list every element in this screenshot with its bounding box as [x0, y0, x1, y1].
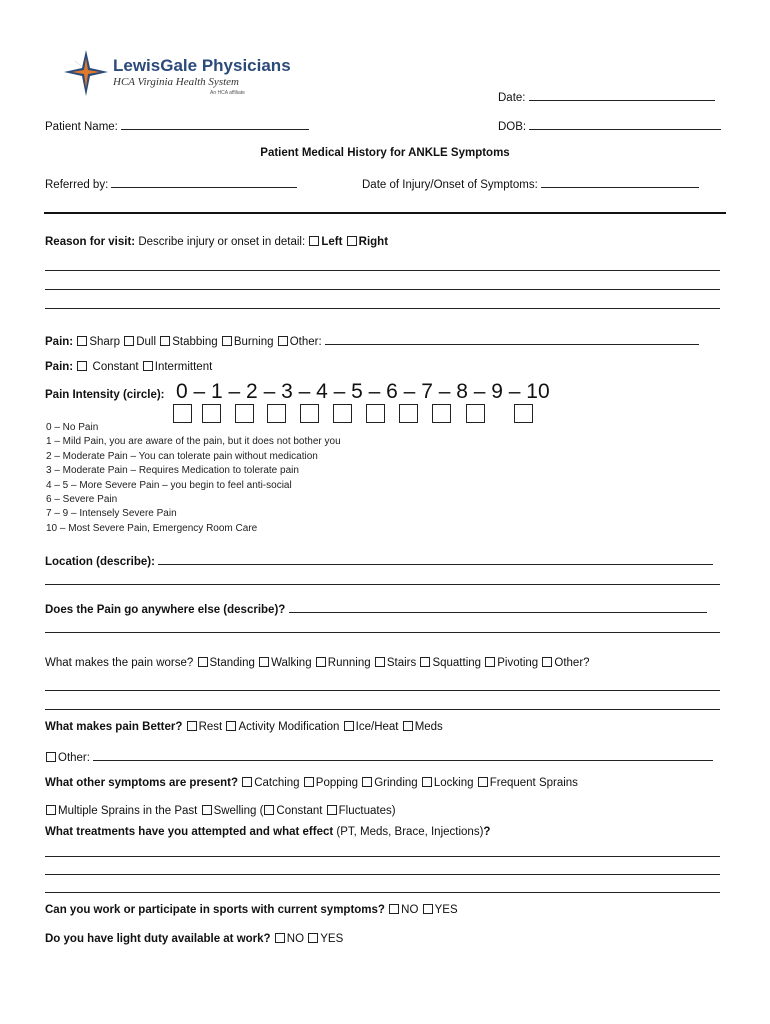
symptoms-label: What other symptoms are present? — [45, 777, 238, 789]
right-checkbox[interactable] — [347, 236, 357, 246]
intermittent-checkbox[interactable] — [143, 361, 153, 371]
work-no-checkbox[interactable] — [389, 904, 399, 914]
star-logo-icon — [62, 48, 110, 98]
other-better-checkbox[interactable] — [46, 752, 56, 762]
dob-field[interactable] — [529, 118, 721, 130]
date-label: Date: — [498, 92, 526, 104]
option-label: Constant — [92, 361, 139, 373]
option-label: Fluctuates) — [338, 805, 396, 817]
reason-line-3[interactable] — [45, 308, 720, 309]
legend-item: 3 – Moderate Pain – Requires Medication to tolerate pain — [46, 465, 299, 476]
option-label: Rest — [198, 721, 223, 733]
duty-yes-checkbox[interactable] — [308, 933, 318, 943]
other-worse-checkbox[interactable] — [542, 657, 552, 667]
duty-label: Do you have light duty available at work? — [45, 933, 271, 945]
option-label: Dull — [136, 336, 157, 348]
brand-name: LewisGale Physicians — [113, 56, 291, 75]
left-checkbox[interactable] — [309, 236, 319, 246]
locking-checkbox[interactable] — [422, 777, 432, 787]
treatments-paren: (PT, Meds, Brace, Injections) — [336, 826, 484, 838]
sharp-checkbox[interactable] — [77, 336, 87, 346]
duty-no-checkbox[interactable] — [275, 933, 285, 943]
option-label: Walking — [271, 657, 312, 669]
running-checkbox[interactable] — [316, 657, 326, 667]
option-label: Standing — [209, 657, 255, 669]
option-label: Other: — [58, 752, 90, 764]
popping-checkbox[interactable] — [304, 777, 314, 787]
legend-item: 2 – Moderate Pain – You can tolerate pain without medication — [46, 451, 318, 462]
treatments-line-3[interactable] — [45, 892, 720, 893]
pain-type-label: Pain: — [45, 336, 74, 348]
burning-checkbox[interactable] — [222, 336, 232, 346]
patient-name-row — [45, 118, 309, 133]
worse-line-2[interactable] — [45, 709, 720, 710]
option-label: YES — [320, 933, 344, 945]
treatments-label: What treatments have you attempted and what effect — [45, 826, 334, 838]
legend-item: 4 – 5 – More Severe Pain – you begin to feel anti-social — [46, 480, 292, 491]
legend-item: 1 – Mild Pain, you are aware of the pain, but it does not bother you — [46, 436, 341, 447]
work-yes-checkbox[interactable] — [423, 904, 433, 914]
better-row — [45, 721, 443, 733]
date-field[interactable] — [529, 89, 715, 101]
intensity-box-4[interactable] — [300, 404, 319, 423]
intensity-box-2[interactable] — [235, 404, 254, 423]
legend-item: 7 – 9 – Intensely Severe Pain — [46, 508, 177, 519]
form-title: Patient Medical History for ANKLE Symptoms — [260, 147, 510, 159]
option-label: Other? — [554, 657, 590, 669]
duty-row — [45, 933, 343, 945]
location-line-2[interactable] — [45, 584, 720, 585]
worse-label: What makes the pain worse? — [45, 657, 194, 669]
work-row — [45, 904, 458, 916]
pain-intensity-label: Pain Intensity (circle): — [45, 389, 165, 401]
legend-item: 6 – Severe Pain — [46, 494, 118, 505]
better-other-row — [45, 749, 713, 764]
constant-checkbox[interactable] — [77, 361, 87, 371]
location-label: Location (describe): — [45, 556, 155, 568]
patient-name-label: Patient Name: — [45, 121, 118, 133]
injury-date-row — [362, 176, 699, 191]
reason-row — [45, 236, 388, 248]
worse-row — [45, 657, 590, 669]
injury-date-label: Date of Injury/Onset of Symptoms: — [362, 179, 538, 191]
reason-line-1[interactable] — [45, 270, 720, 271]
referred-field[interactable] — [111, 176, 297, 188]
legend-item: 0 – No Pain — [46, 422, 99, 433]
worse-line-1[interactable] — [45, 690, 720, 691]
intensity-box-1[interactable] — [202, 404, 221, 423]
intensity-box-7[interactable] — [399, 404, 418, 423]
location-row — [45, 553, 713, 568]
referred-row — [45, 176, 297, 191]
other-pain-field[interactable] — [325, 333, 699, 345]
option-label: Running — [327, 657, 371, 669]
intensity-box-10[interactable] — [514, 404, 533, 423]
swelling-checkbox[interactable] — [202, 805, 212, 815]
grinding-checkbox[interactable] — [362, 777, 372, 787]
elsewhere-line-2[interactable] — [45, 632, 720, 633]
legend-item: 10 – Most Severe Pain, Emergency Room Care — [46, 523, 258, 534]
option-label: Activity Modification — [238, 721, 340, 733]
location-field[interactable] — [158, 553, 713, 565]
symptoms-row — [45, 777, 578, 789]
symptoms-row-2 — [45, 805, 396, 817]
pain-freq-label: Pain: — [45, 361, 74, 373]
pain-scale-numbers: 0 – 1 – 2 – 3 – 4 – 5 – 6 – 7 – 8 – 9 – 10 — [176, 380, 550, 403]
intensity-box-3[interactable] — [267, 404, 286, 423]
option-label: Other: — [289, 336, 322, 348]
left-label: Left — [321, 236, 343, 248]
meds-checkbox[interactable] — [403, 721, 413, 731]
injury-date-field[interactable] — [541, 176, 699, 188]
intensity-box-5[interactable] — [333, 404, 352, 423]
date-row — [498, 89, 715, 104]
option-label: Grinding — [374, 777, 418, 789]
option-label: Locking — [433, 777, 474, 789]
reason-label: Reason for visit: — [45, 236, 136, 248]
elsewhere-row — [45, 601, 707, 616]
pain-type-row — [45, 333, 699, 348]
squatting-checkbox[interactable] — [420, 657, 430, 667]
work-label: Can you work or participate in sports with current symptoms? — [45, 904, 385, 916]
option-label: NO — [401, 904, 419, 916]
reason-line-2[interactable] — [45, 289, 720, 290]
option-label: Burning — [233, 336, 274, 348]
frequent-sprains-checkbox[interactable] — [478, 777, 488, 787]
option-label: Frequent Sprains — [489, 777, 578, 789]
elsewhere-label: Does the Pain go anywhere else (describe)? — [45, 604, 286, 616]
treatments-close: ? — [483, 826, 491, 838]
intensity-box-0[interactable] — [173, 404, 192, 423]
catching-checkbox[interactable] — [242, 777, 252, 787]
option-label: Squatting — [432, 657, 482, 669]
option-label: YES — [434, 904, 458, 916]
pain-freq-row — [45, 361, 212, 373]
elsewhere-field[interactable] — [289, 601, 707, 613]
standing-checkbox[interactable] — [198, 657, 208, 667]
patient-name-field[interactable] — [121, 118, 309, 130]
rest-checkbox[interactable] — [187, 721, 197, 731]
option-label: NO — [286, 933, 305, 945]
option-label: Popping — [315, 777, 358, 789]
swelling-constant-checkbox[interactable] — [264, 805, 274, 815]
section-divider — [44, 212, 726, 214]
activity-mod-checkbox[interactable] — [226, 721, 236, 731]
referred-label: Referred by: — [45, 179, 109, 191]
option-label: Multiple Sprains in the Past — [58, 805, 198, 817]
option-label: Sharp — [89, 336, 121, 348]
option-label: Pivoting — [497, 657, 539, 669]
option-label: Swelling ( — [213, 805, 264, 817]
treatments-row — [45, 826, 490, 838]
option-label: Intermittent — [154, 361, 213, 373]
option-label: Stairs — [386, 657, 417, 669]
brand-sub: HCA Virginia Health System — [113, 76, 239, 88]
other-better-field[interactable] — [93, 749, 713, 761]
dob-row — [498, 118, 721, 133]
intensity-box-8[interactable] — [432, 404, 451, 423]
reason-text: Describe injury or onset in detail: — [138, 236, 306, 248]
intensity-box-9[interactable] — [466, 404, 485, 423]
better-label: What makes pain Better? — [45, 721, 183, 733]
option-label: Constant — [276, 805, 323, 817]
other-pain-checkbox[interactable] — [278, 336, 288, 346]
dull-checkbox[interactable] — [124, 336, 134, 346]
dob-label: DOB: — [498, 121, 527, 133]
stabbing-checkbox[interactable] — [160, 336, 170, 346]
intensity-box-6[interactable] — [366, 404, 385, 423]
multiple-sprains-checkbox[interactable] — [46, 805, 56, 815]
pivoting-checkbox[interactable] — [485, 657, 495, 667]
option-label: Catching — [254, 777, 300, 789]
stairs-checkbox[interactable] — [375, 657, 385, 667]
ice-heat-checkbox[interactable] — [344, 721, 354, 731]
walking-checkbox[interactable] — [259, 657, 269, 667]
option-label: Ice/Heat — [355, 721, 399, 733]
brand-tag: An HCA affiliate — [210, 90, 245, 96]
option-label: Meds — [414, 721, 443, 733]
treatments-line-1[interactable] — [45, 856, 720, 857]
treatments-line-2[interactable] — [45, 874, 720, 875]
swelling-fluctuates-checkbox[interactable] — [327, 805, 337, 815]
option-label: Stabbing — [172, 336, 218, 348]
right-label: Right — [358, 236, 389, 248]
